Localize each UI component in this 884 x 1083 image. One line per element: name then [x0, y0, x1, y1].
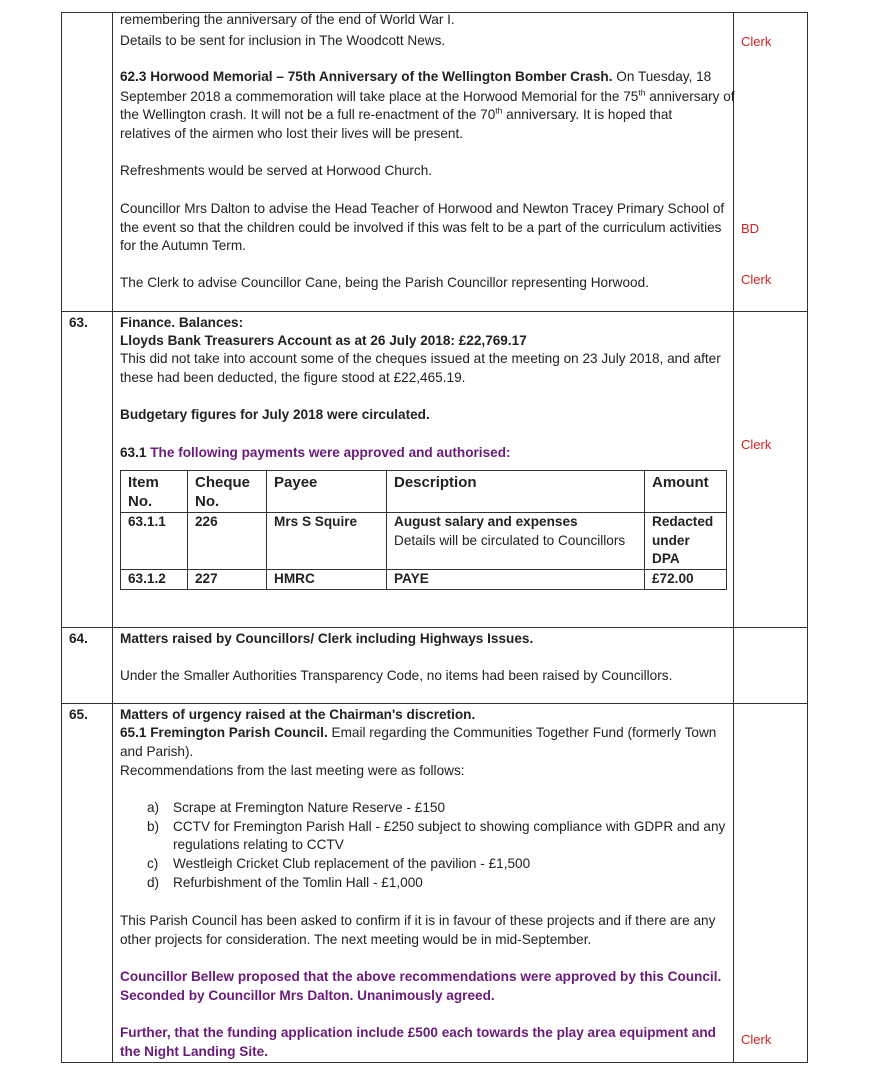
cell-cheque: 226 — [188, 513, 267, 570]
action-bd: BD — [741, 221, 760, 236]
action-clerk-intro: Clerk — [741, 34, 772, 49]
further-line-2: the Night Landing Site. — [120, 1044, 269, 1059]
cell-payee: HMRC — [267, 570, 387, 590]
row-number-64: 64. — [69, 631, 88, 646]
cell-payee: Mrs S Squire — [267, 513, 387, 570]
row-64-text: Under the Smaller Authorities Transparency Code, no items had been raised by Councillors. — [120, 668, 673, 683]
payments-table — [120, 470, 727, 590]
recommendation-d: Refurbishment of the Tomlin Hall - £1,000 — [173, 875, 423, 890]
intro-line-1: remembering the anniversary of the end of World War I. — [120, 12, 455, 27]
resolution-line-1: Councillor Bellew proposed that the above recommendations were approved by this Council. — [120, 969, 722, 984]
header-item-no — [121, 471, 188, 513]
header-cheque-no — [188, 471, 267, 513]
item-62-3-heading: 62.3 Horwood Memorial – 75th Anniversary of the Wellington Bomber Crash. — [120, 69, 613, 84]
cell-amount — [645, 513, 727, 570]
amount-line-1: Redacted — [652, 514, 714, 529]
cell-item: 63.1.1 — [121, 513, 188, 570]
description-note: Details will be circulated to Councillors — [394, 532, 626, 548]
description-main: August salary and expenses — [394, 514, 578, 529]
line2-pre: September 2018 a commemoration will take place at the Horwood Memorial for the 75 — [120, 89, 639, 104]
action-clerk-cane: Clerk — [741, 272, 772, 287]
header-cheque-line1: Cheque — [195, 474, 251, 491]
resolution-line-2: Seconded by Councillor Mrs Dalton. Unanimously agreed. — [120, 988, 495, 1003]
item-62-3-line-1 — [120, 68, 711, 87]
item-65-1-line-1 — [120, 724, 716, 743]
action-clerk-further: Clerk — [741, 1032, 772, 1047]
row-divider-64 — [61, 627, 808, 628]
further-line-1: Further, that the funding application include £500 each towards the play area equipment and — [120, 1025, 716, 1040]
table-row — [121, 570, 727, 590]
finance-title: Finance. Balances: — [120, 315, 244, 330]
row-64-title: Matters raised by Councillors/ Clerk including Highways Issues. — [120, 631, 534, 646]
line3-pre: the Wellington crash. It will not be a full re-enactment of the 70 — [120, 107, 496, 122]
line2-sup: th — [638, 87, 646, 98]
cell-description — [387, 513, 645, 570]
lloyds-balance: Lloyds Bank Treasurers Account as at 26 July 2018: £22,769.17 — [120, 333, 527, 348]
confirm-line-1: This Parish Council has been asked to confirm if it is in favour of these projects and if there are any — [120, 913, 716, 928]
line2-post: anniversary of — [645, 89, 735, 104]
cell-amount: £72.00 — [645, 570, 727, 590]
payments-table-header — [121, 471, 727, 513]
refreshments-text: Refreshments would be served at Horwood Church. — [120, 163, 433, 178]
row-divider-63 — [61, 311, 808, 312]
table-row — [121, 513, 727, 570]
item-65-1-line1-rest: Email regarding the Communities Together Fund (formerly Town — [327, 725, 717, 740]
cell-item: 63.1.2 — [121, 570, 188, 590]
amount-line-2: under — [652, 532, 690, 548]
row-65-title: Matters of urgency raised at the Chairman's discretion. — [120, 707, 476, 722]
amount-line-3: DPA — [652, 551, 680, 566]
item-62-3-line-4: relatives of the airmen who lost their lives will be present. — [120, 126, 464, 141]
table-number-column-border — [112, 12, 113, 1062]
recommendation-a: Scrape at Fremington Nature Reserve - £150 — [173, 800, 446, 815]
cell-cheque: 227 — [188, 570, 267, 590]
item-65-1-heading: 65.1 Fremington Parish Council. — [120, 725, 328, 740]
recommendation-letter-a: a) — [147, 800, 160, 815]
action-clerk-finance: Clerk — [741, 437, 772, 452]
intro-line-2: Details to be sent for inclusion in The Woodcott News. — [120, 33, 446, 48]
table-left-border — [61, 12, 62, 1062]
recommendation-letter-c: c) — [147, 856, 159, 871]
item-62-3-line1-rest: On Tuesday, 18 — [612, 69, 712, 84]
payments-heading — [120, 444, 511, 463]
recommendation-letter-d: d) — [147, 875, 160, 890]
recommendations-intro: Recommendations from the last meeting were as follows: — [120, 763, 465, 778]
recommendation-letter-b: b) — [147, 819, 160, 834]
item-62-3-line-3 — [120, 106, 672, 125]
header-amount: Amount — [645, 471, 727, 513]
header-item-line1: Item — [128, 474, 159, 491]
recommendation-b-line-1: CCTV for Fremington Parish Hall - £250 subject to showing compliance with GDPR and any — [173, 819, 726, 834]
confirm-line-2: other projects for consideration. The next meeting would be in mid-September. — [120, 932, 592, 947]
dalton-line-3: for the Autumn Term. — [120, 238, 246, 253]
dalton-line-1: Councillor Mrs Dalton to advise the Head Teacher of Horwood and Newton Tracey Primary School of — [120, 201, 725, 216]
row-number-63: 63. — [69, 315, 88, 330]
line3-post: anniversary. It is hoped that — [502, 107, 673, 122]
balance-note-line-1: This did not take into account some of the cheques issued at the meeting on 23 July 2018, and after — [120, 351, 721, 366]
recommendation-c: Westleigh Cricket Club replacement of the pavilion - £1,500 — [173, 856, 531, 871]
item-65-1-line-2: and Parish). — [120, 744, 194, 759]
budget-text: Budgetary figures for July 2018 were circulated. — [120, 407, 430, 422]
dalton-line-2: the event so that the children could be involved if this was felt to be a part of the curriculum activities — [120, 220, 722, 235]
payments-heading-number: 63.1 — [120, 445, 147, 460]
balance-note-line-2: these had been deducted, the figure stood at £22,465.19. — [120, 370, 466, 385]
row-number-65: 65. — [69, 707, 88, 722]
recommendation-b-line-2: regulations relating to CCTV — [173, 837, 344, 852]
header-cheque-line2: No. — [195, 493, 220, 510]
payments-heading-text: The following payments were approved and authorised: — [146, 445, 511, 460]
table-right-border — [807, 12, 808, 1062]
clerk-cane-text: The Clerk to advise Councillor Cane, being the Parish Councillor representing Horwood. — [120, 275, 649, 290]
table-bottom-border — [61, 1062, 808, 1063]
item-62-3-line-2 — [120, 88, 735, 107]
header-description: Description — [387, 471, 645, 513]
header-item-line2: No. — [128, 493, 153, 510]
table-action-column-border — [733, 12, 734, 1062]
header-payee: Payee — [267, 471, 387, 513]
cell-description: PAYE — [387, 570, 645, 590]
line3-sup: th — [495, 105, 503, 116]
row-divider-65 — [61, 703, 808, 704]
